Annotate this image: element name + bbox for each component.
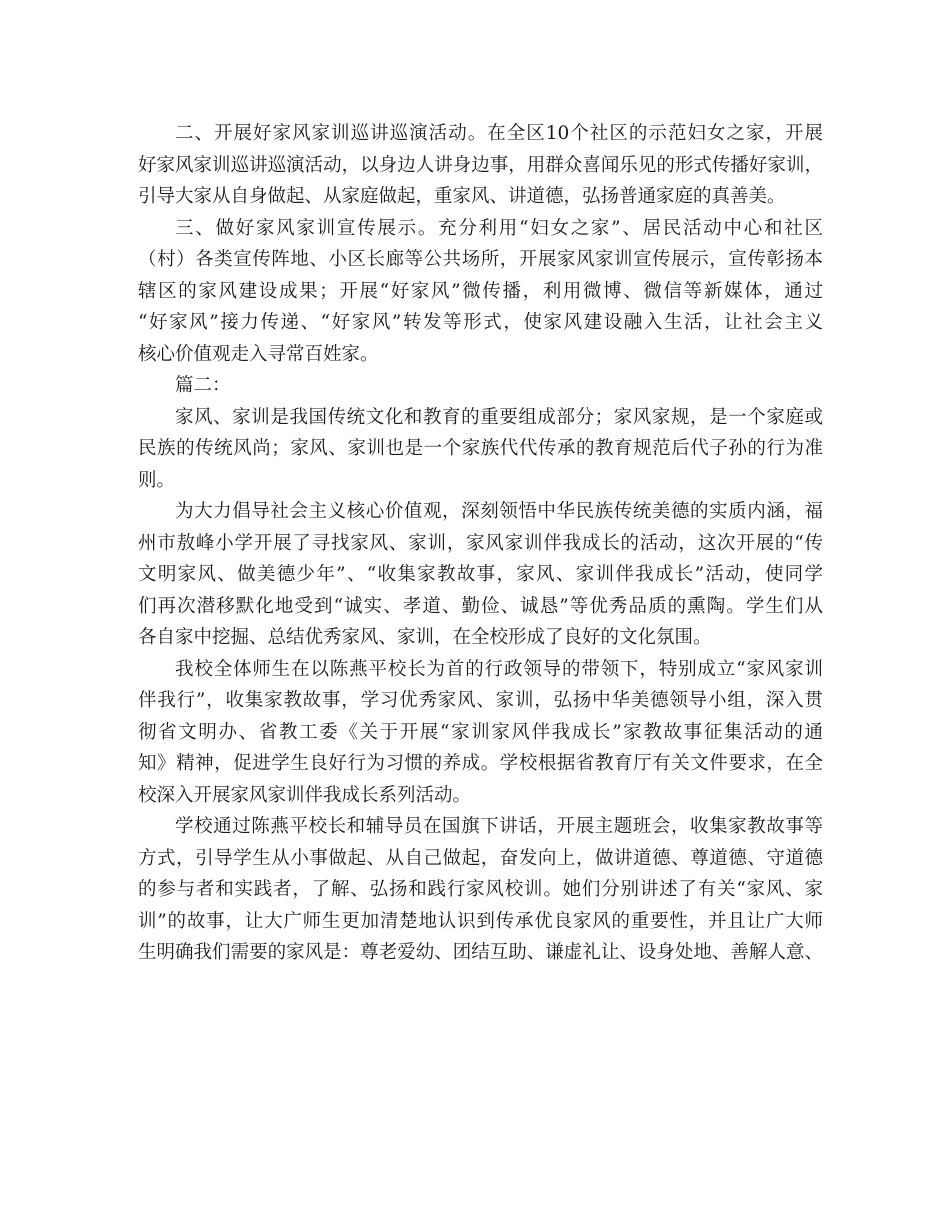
text-line: 我校全体师生在以陈燕平校长为首的行政领导的带领下，特别成立“家风家训 [175, 658, 823, 680]
document-body [138, 118, 823, 969]
text-line: 学校通过陈燕平校长和辅导员在国旗下讲话，开展主题班会，收集家教故事等 [175, 816, 823, 837]
text-line: 文明家风、做美德少年”、“收集家教故事，家风、家训伴我成长”活动，使同学 [138, 564, 823, 585]
text-line: 二、开展好家风家训巡讲巡演活动。在全区10个社区的示范妇女之家，开展 [175, 123, 823, 144]
text-line: 民族的传统风尚；家风、家训也是一个家族代代传承的教育规范后代子孙的行为准 [138, 438, 823, 459]
text-line: 家风、家训是我国传统文化和教育的重要组成部分；家风家规，是一个家庭或 [175, 406, 823, 428]
text-line: 方式，引导学生从小事做起、从自己做起，奋发向上，做讲道德、尊道德、守道德 [138, 847, 823, 869]
text-line: 校深入开展家风家训伴我成长系列活动。 [138, 784, 472, 806]
text-line: 三、做好家风家训宣传展示。充分利用“妇女之家”、居民活动中心和社区 [175, 217, 823, 239]
text-line: 为大力倡导社会主义核心价值观，深刻领悟中华民族传统美德的实质内涵，福 [175, 501, 823, 522]
text-line: 的参与者和实践者，了解、弘扬和践行家风校训。她们分别讲述了有关“家风、家 [138, 879, 823, 900]
text-line: “好家风”接力传递、“好家风”转发等形式，使家风建设融入生活，让社会主义 [138, 312, 823, 333]
text-line: 彻省文明办、省教工委《关于开展“家训家风伴我成长”家教故事征集活动的通 [138, 721, 823, 743]
text-line: （村）各类宣传阵地、小区长廊等公共场所，开展家风家训宣传展示，宣传彰扬本 [138, 249, 823, 270]
text-line: 生明确我们需要的家风是：尊老爱幼、团结互助、谦虚礼让、设身处地、善解人意、 [138, 942, 823, 963]
text-line: 各自家中挖掘、总结优秀家风、家训，在全校形成了良好的文化氛围。 [138, 627, 712, 648]
text-line: 篇二： [175, 375, 231, 396]
text-line: 训”的故事，让大广师生更加清楚地认识到传承优良家风的重要性，并且让广大师 [138, 910, 823, 932]
text-line: 则。 [138, 469, 176, 491]
text-line: 引导大家从自身做起、从家庭做起，重家风、讲道德，弘扬普通家庭的真善美。 [138, 186, 786, 207]
text-line: 们再次潜移默化地受到“诚实、孝道、勤俭、诚恳”等优秀品质的熏陶。学生们从 [138, 595, 823, 617]
text-line: 好家风家训巡讲巡演活动，以身边人讲身边事，用群众喜闻乐见的形式传播好家训， [138, 154, 823, 176]
text-line: 伴我行”，收集家教故事，学习优秀家风、家训，弘扬中华美德领导小组，深入贯 [138, 690, 823, 711]
text-line: 州市敖峰小学开展了寻找家风、家训，家风家训伴我成长的活动，这次开展的“传 [138, 532, 823, 554]
text-line: 核心价值观走入寻常百姓家。 [138, 343, 379, 365]
text-line: 知》精神，促进学生良好行为习惯的养成。学校根据省教育厅有关文件要求，在全 [138, 753, 823, 774]
text-line: 辖区的家风建设成果；开展“好家风”微传播，利用微博、微信等新媒体，通过 [138, 280, 823, 302]
